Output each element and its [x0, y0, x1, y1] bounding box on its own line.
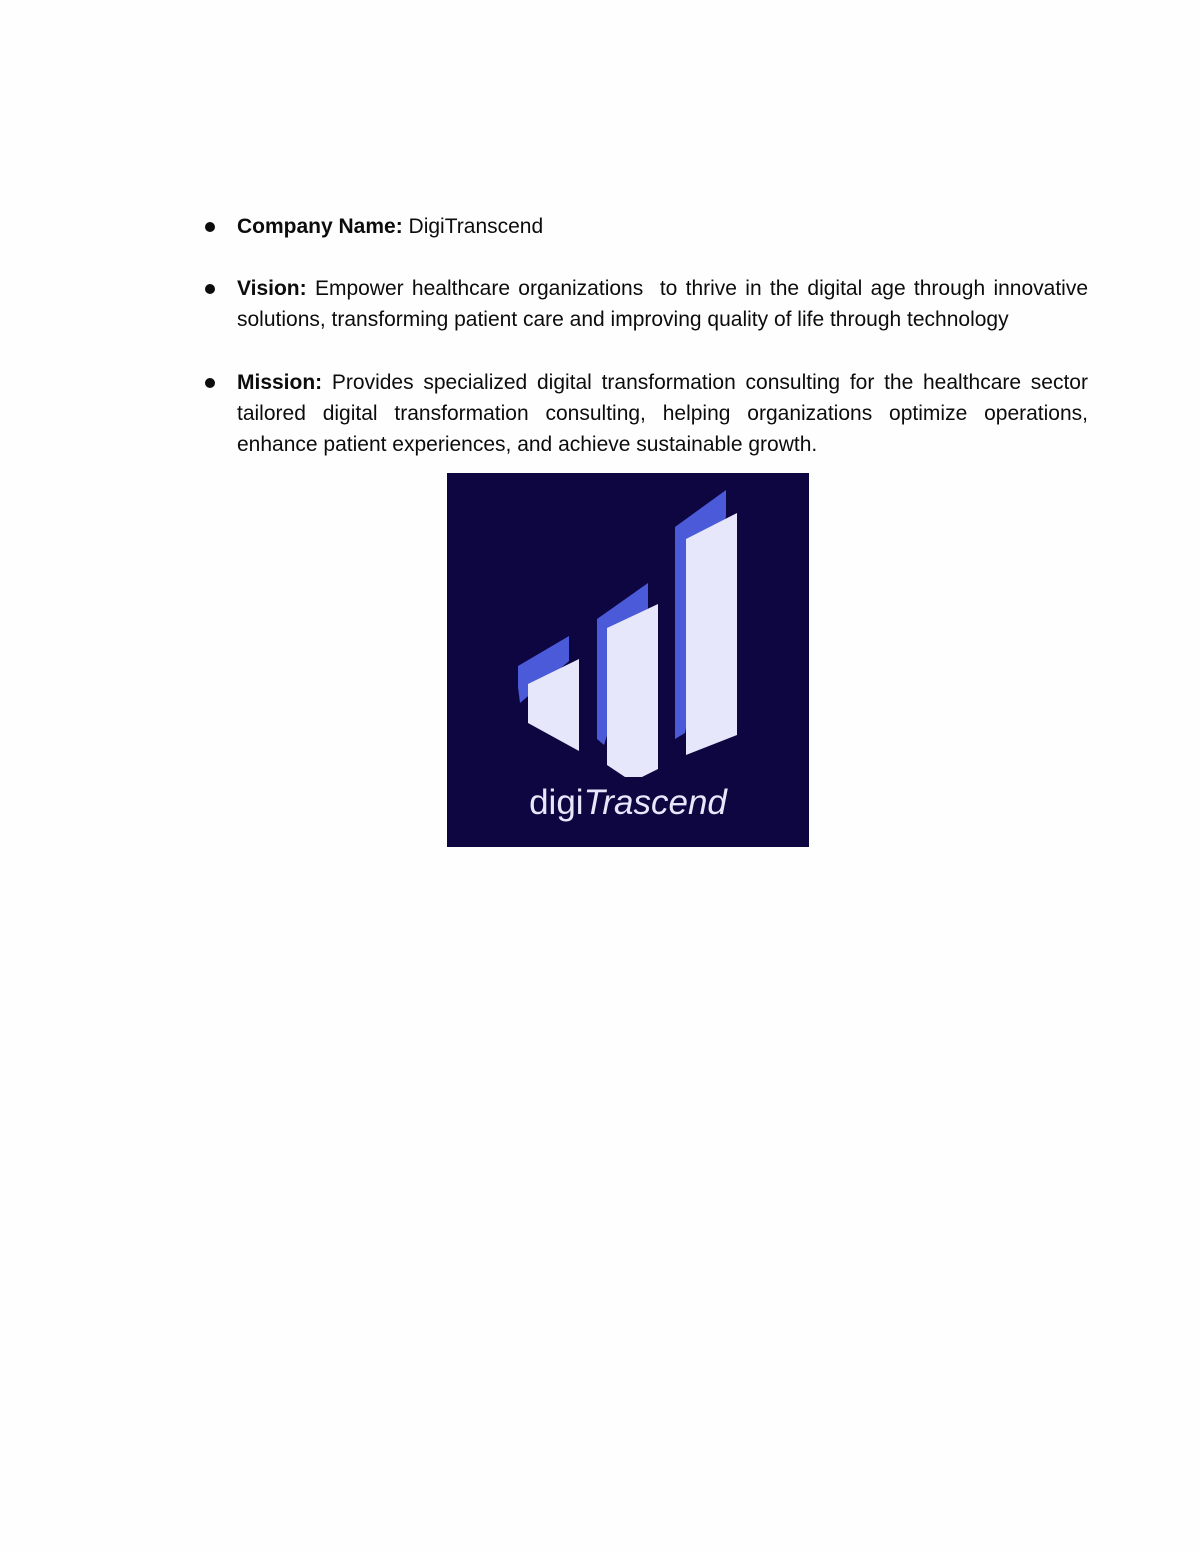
mission-label: Mission: — [237, 371, 323, 394]
bullet-icon — [205, 284, 215, 294]
mission-text — [237, 367, 1088, 460]
bullet-icon — [205, 378, 215, 388]
vision-text — [237, 273, 1094, 335]
mission-value: Provides specialized digital transformation consulting for the healthcare sector tailored digital transformation consulting, helping organizations optimize operations, enhance patient experiences, and achieve sustainable growth. — [237, 371, 1088, 456]
company-logo — [447, 473, 809, 847]
vision-value: Empower healthcare organizations to thrive in the digital age through innovative solutions, transforming patient care and improving quality of life through technology — [237, 277, 1094, 331]
logo-graphic-icon — [447, 473, 809, 847]
company-name-label: Company Name: — [237, 215, 403, 238]
bullet-icon — [205, 222, 215, 232]
vision-label: Vision: — [237, 277, 307, 300]
logo-wordmark: digiTrascend — [529, 783, 727, 822]
company-name-text — [237, 211, 1088, 242]
company-name-value: DigiTranscend — [408, 215, 544, 238]
